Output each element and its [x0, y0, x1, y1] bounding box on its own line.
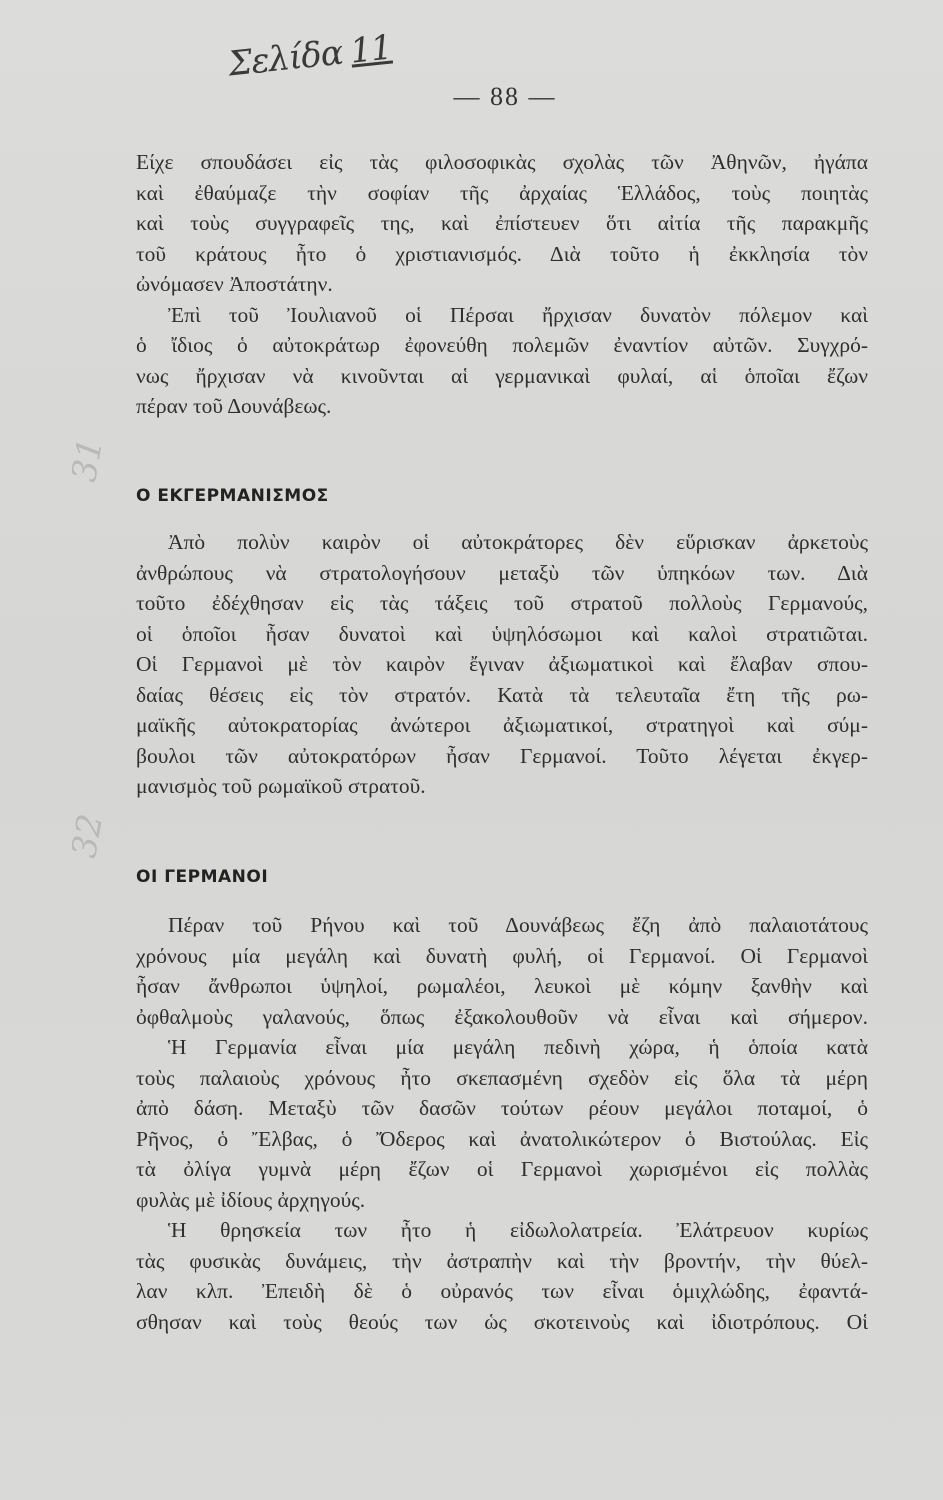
handwritten-annotation — [226, 28, 393, 85]
text-line: ἀπὸ δάση. Μεταξὺ τῶν δασῶν τούτων ρέουν μεγάλοι ποταμοί, ὁ — [136, 1096, 868, 1120]
text-line: καὶ τοὺς συγγραφεῖς της, καὶ ἐπίστευεν ὅτι αἰτία τῆς παρακμῆς — [136, 211, 868, 235]
paragraph-block-3 — [136, 910, 868, 1337]
text-line: βουλοι τῶν αὐτοκρατόρων ἦσαν Γερμανοί. Τοῦτο λέγεται ἐκγερ- — [136, 743, 868, 768]
text-line: χρόνους μία μεγάλη καὶ δυνατὴ φυλή, οἱ Γερμανοί. Οἱ Γερμανοὶ — [136, 943, 868, 968]
section-heading-ekgermanismos: Ο ΕΚΓΕΡΜΑΝΙΣΜΟΣ — [136, 486, 329, 506]
page-number: — 88 — — [453, 82, 557, 111]
text-line: ὁ ἴδιος ὁ αὐτοκράτωρ ἐφονεύθη πολεμῶν ἐναντίον αὐτῶν. Συγχρό- — [136, 333, 868, 357]
text-line: πέραν τοῦ Δουνάβεως. — [136, 394, 332, 418]
section-heading-germanoi: ΟΙ ΓΕΡΜΑΝΟΙ — [136, 867, 269, 887]
text-line: τοῦ κράτους ἦτο ὁ χριστιανισμός. Διὰ τοῦτο ἡ ἐκκλησία τὸν — [136, 241, 868, 266]
text-line: δαίας θέσεις εἰς τὸν στρατόν. Κατὰ τὰ τελευταῖα ἔτη τῆς ρω- — [136, 682, 868, 707]
text-line: Ρῆνος, ὁ Ἔλβας, ὁ Ὄδερος καὶ ἀνατολικώτερον ὁ Βιστούλας. Εἰς — [136, 1126, 868, 1151]
paragraph-block-1 — [136, 147, 868, 422]
text-line: τὰ ὀλίγα γυμνὰ μέρη ἔζων οἱ Γερμανοὶ χωρισμένοι εἰς πολλὰς — [136, 1157, 868, 1181]
text-line: καὶ ἐθαύμαζε τὴν σοφίαν τῆς ἀρχαίας Ἑλλάδος, τοὺς ποιητὰς — [136, 180, 868, 205]
text-line: Πέραν τοῦ Ρήνου καὶ τοῦ Δουνάβεως ἔζη ἀπὸ παλαιοτάτους — [168, 913, 868, 937]
text-line: Ἡ θρησκεία των ἦτο ἡ εἰδωλολατρεία. Ἐλάτρευον κυρίως — [168, 1218, 868, 1242]
paragraph-block-2 — [136, 527, 868, 802]
handwritten-word: Σελίδα — [226, 32, 345, 85]
text-line: νως ἤρχισαν νὰ κινοῦνται αἱ γερμανικαὶ φυλαί, αἱ ὁποῖαι ἔζων — [136, 363, 868, 388]
text-line: ἀνθρώπους νὰ στρατολογήσουν μεταξὺ τῶν ὑπηκόων των. Διὰ — [136, 560, 868, 585]
text-line: τὰς φυσικὰς δυνάμεις, τὴν ἀστραπὴν καὶ τὴν βροντήν, τὴν θύελ- — [136, 1248, 868, 1273]
text-line: ὀφθαλμοὺς γαλανούς, ὅπως ἐξακολουθοῦν νὰ εἶναι καὶ σήμερον. — [136, 1004, 868, 1029]
text-line: μανισμὸς τοῦ ρωμαϊκοῦ στρατοῦ. — [136, 774, 426, 798]
text-line: Ἐπὶ τοῦ Ἰουλιανοῦ οἱ Πέρσαι ἤρχισαν δυνατὸν πόλεμον καὶ — [168, 302, 868, 327]
text-line: Ἀπὸ πολὺν καιρὸν οἱ αὐτοκράτορες δὲν εὕρισκαν ἀρκετοὺς — [168, 530, 868, 554]
text-line: φυλὰς μὲ ἰδίους ἀρχηγούς. — [136, 1187, 366, 1212]
margin-mark-1: 31 — [64, 435, 112, 485]
text-line: τοῦτο ἐδέχθησαν εἰς τὰς τάξεις τοῦ στρατοῦ πολλοὺς Γερμανούς, — [136, 591, 868, 615]
text-line: μαϊκῆς αὐτοκρατορίας ἀνώτεροι ἀξιωματικοί, στρατηγοὶ καὶ σύμ- — [136, 713, 868, 737]
text-line: Οἱ Γερμανοὶ μὲ τὸν καιρὸν ἔγιναν ἀξιωματικοὶ καὶ ἔλαβαν σπου- — [136, 652, 868, 676]
text-line: τοὺς παλαιοὺς χρόνους ἦτο σκεπασμένη σχεδὸν εἰς ὅλα τὰ μέρη — [136, 1065, 868, 1090]
text-line: σθησαν καὶ τοὺς θεούς των ὡς σκοτεινοὺς καὶ ἰδιοτρόπους. Οἱ — [136, 1309, 868, 1334]
text-line: ὠνόμασεν Ἀποστάτην. — [136, 272, 333, 296]
text-line: Ἡ Γερμανία εἶναι μία μεγάλη πεδινὴ χώρα, ἡ ὁποία κατὰ — [168, 1035, 868, 1059]
handwritten-number: 11 — [348, 27, 394, 72]
text-line: λαν κλπ. Ἐπειδὴ δὲ ὁ οὐρανός των εἶναι ὁμιχλώδης, ἐφαντά- — [136, 1279, 868, 1303]
text-line: ἦσαν ἄνθρωποι ὑψηλοί, ρωμαλέοι, λευκοὶ μὲ κόμην ξανθὴν καὶ — [136, 974, 868, 998]
text-line: οἱ ὁποῖοι ἦσαν δυνατοὶ καὶ ὑψηλόσωμοι καὶ καλοὶ στρατιῶται. — [136, 621, 868, 646]
text-line: Είχε σπουδάσει εἰς τὰς φιλοσοφικὰς σχολὰς τῶν Ἀθηνῶν, ἠγάπα — [136, 150, 868, 174]
margin-mark-2: 32 — [64, 811, 112, 861]
